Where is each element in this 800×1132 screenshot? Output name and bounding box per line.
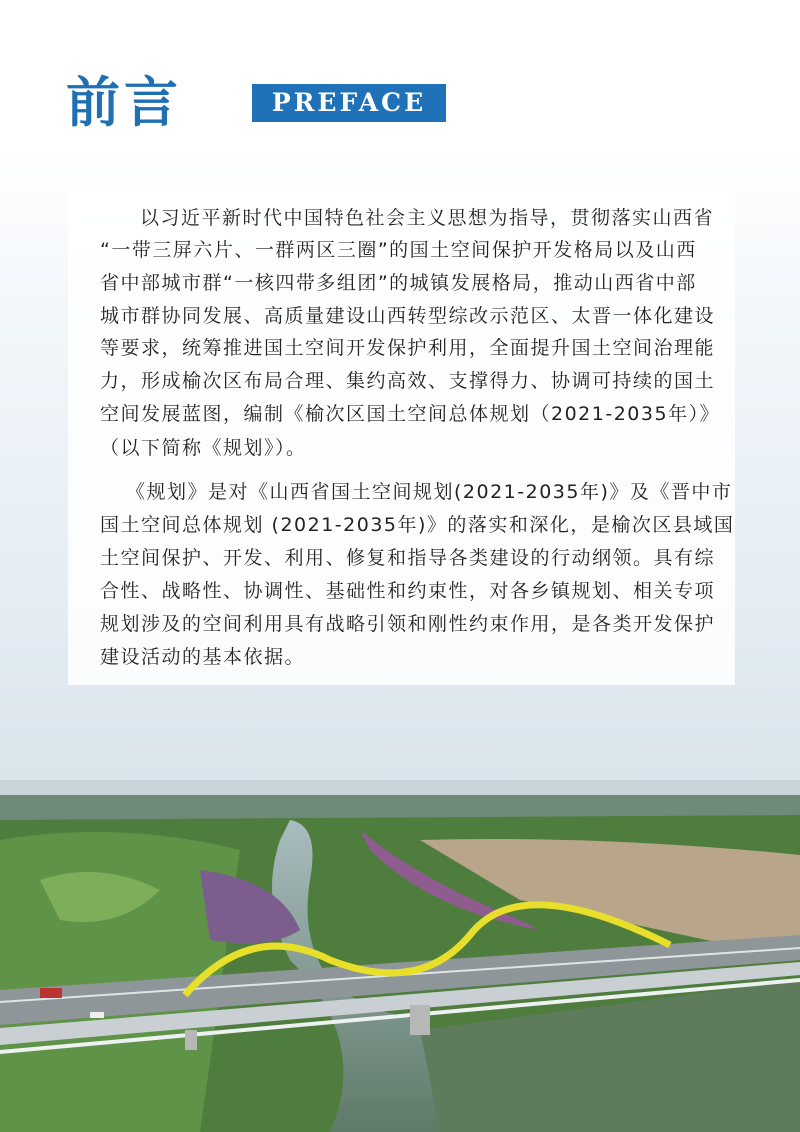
preface-line: “一带三屏六片、一群两区三圈”的国土空间保护开发格局以及山西	[100, 239, 697, 261]
preface-line: （以下简称《规划》）。	[100, 437, 307, 459]
preface-line: 规划涉及的空间利用具有战略引领和刚性约束作用，是各类开发保护	[100, 613, 716, 635]
page-title-en-badge: PREFACE	[252, 84, 446, 122]
preface-line: 等要求，统筹推进国土空间开发保护利用，全面提升国土空间治理能	[100, 337, 716, 359]
preface-line: 省中部城市群“一核四带多组团”的城镇发展格局，推动山西省中部	[100, 272, 697, 294]
preface-line: 土空间保护、开发、利用、修复和指导各类建设的行动纲领。具有综	[100, 547, 716, 569]
preface-line: 城市群协同发展、高质量建设山西转型综改示范区、太晋一体化建设	[100, 305, 716, 327]
preface-line: 以习近平新时代中国特色社会主义思想为指导，贯彻落实山西省	[140, 207, 715, 229]
bridge-river-photo	[0, 780, 800, 1132]
page-title-cn: 前言	[66, 70, 182, 134]
preface-line: 《规划》是对《山西省国土空间规划(2021-2035年)》及《晋中市	[126, 481, 733, 503]
preface-line: 建设活动的基本依据。	[100, 646, 306, 668]
preface-line: 力，形成榆次区布局合理、集约高效、支撑得力、协调可持续的国土	[100, 370, 716, 392]
preface-line: 合性、战略性、协调性、基础性和约束性，对各乡镇规划、相关专项	[100, 580, 716, 602]
preface-line: 国土空间总体规划 (2021-2035年)》的落实和深化，是榆次区县域国	[100, 514, 735, 536]
preface-line: 空间发展蓝图，编制《榆次区国土空间总体规划（2021-2035年）》	[100, 403, 721, 425]
